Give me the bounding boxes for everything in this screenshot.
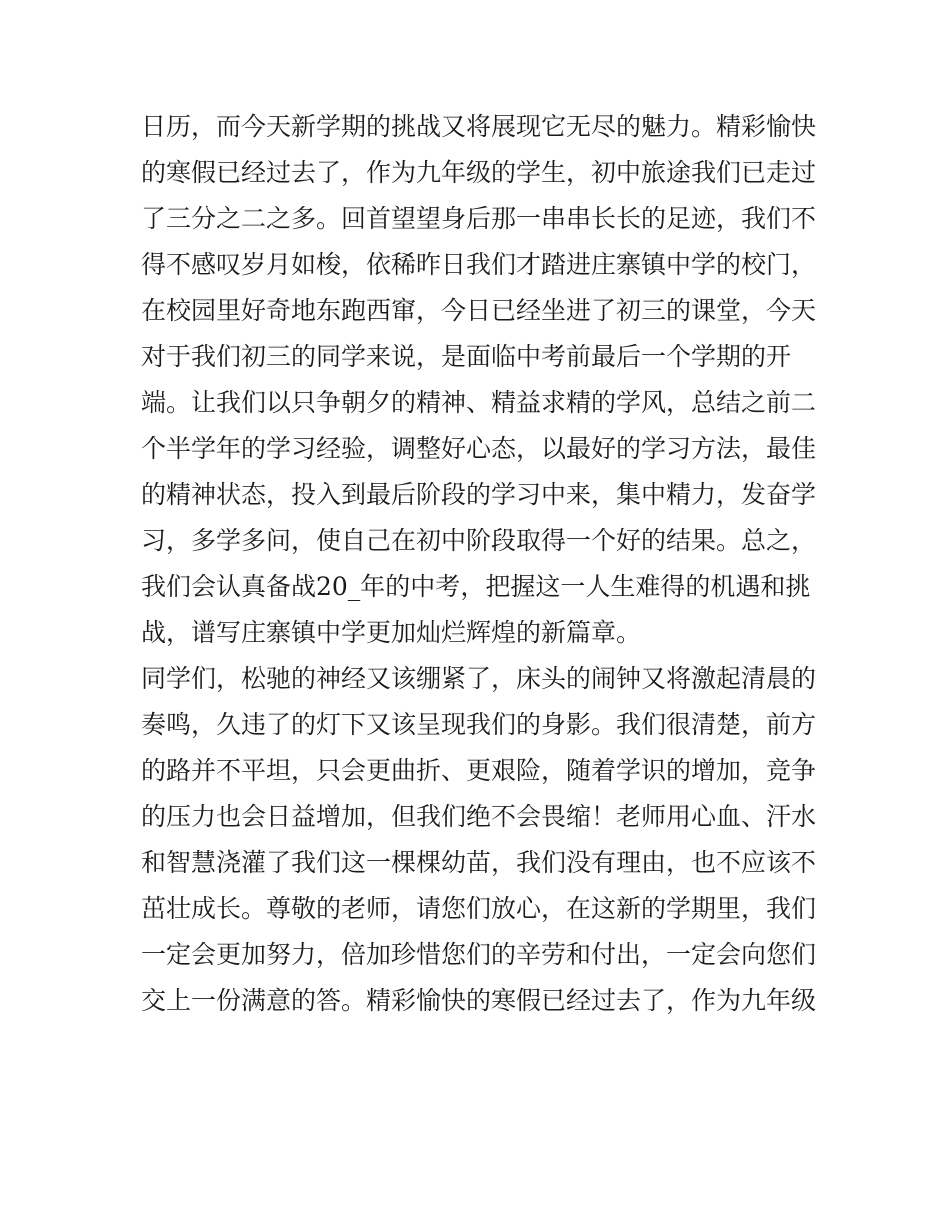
text-line: 得不感叹岁月如梭，依稀昨日我们才踏进庄寨镇中学的校门，	[141, 250, 817, 279]
text-line: 茁壮成长。尊敬的老师，请您们放心，在这新的学期里，我们	[141, 894, 817, 923]
text-line: 日历，而今天新学期的挑战又将展现它无尽的魅力。精彩愉快	[141, 112, 817, 141]
text-line: 的精神状态，投入到最后阶段的学习中来，集中精力，发奋学	[141, 480, 817, 509]
body-text	[141, 104, 821, 1024]
text-line: 在校园里好奇地东跑西窜，今日已经坐进了初三的课堂，今天	[141, 296, 817, 325]
text-line: 一定会更加努力，倍加珍惜您们的辛劳和付出，一定会向您们	[141, 940, 817, 969]
text-line: 战，谱写庄寨镇中学更加灿烂辉煌的新篇章。	[141, 618, 642, 647]
text-line: 个半学年的学习经验，调整好心态，以最好的学习方法，最佳	[141, 434, 817, 463]
text-line: 奏鸣，久违了的灯下又该呈现我们的身影。我们很清楚，前方	[141, 710, 817, 739]
text-line: 交上一份满意的答。精彩愉快的寒假已经过去了，作为九年级	[141, 986, 817, 1015]
text-line: 对于我们初三的同学来说，是面临中考前最后一个学期的开	[141, 342, 792, 371]
text-line: 的路并不平坦，只会更曲折、更艰险，随着学识的增加，竞争	[141, 756, 817, 785]
text-line: 习，多学多问，使自己在初中阶段取得一个好的结果。总之，	[141, 526, 817, 555]
text-line: 我们会认真备战20_年的中考，把握这一人生难得的机遇和挑	[141, 572, 811, 601]
text-line: 和智慧浇灌了我们这一棵棵幼苗，我们没有理由，也不应该不	[141, 848, 817, 877]
text-line: 了三分之二之多。回首望望身后那一串串长长的足迹，我们不	[141, 204, 817, 233]
text-line: 的寒假已经过去了，作为九年级的学生，初中旅途我们已走过	[141, 158, 817, 187]
text-line: 同学们，松驰的神经又该绷紧了，床头的闹钟又将激起清晨的	[141, 664, 817, 693]
text-line: 的压力也会日益增加，但我们绝不会畏缩！老师用心血、汗水	[141, 802, 817, 831]
text-line: 端。让我们以只争朝夕的精神、精益求精的学风，总结之前二	[141, 388, 817, 417]
